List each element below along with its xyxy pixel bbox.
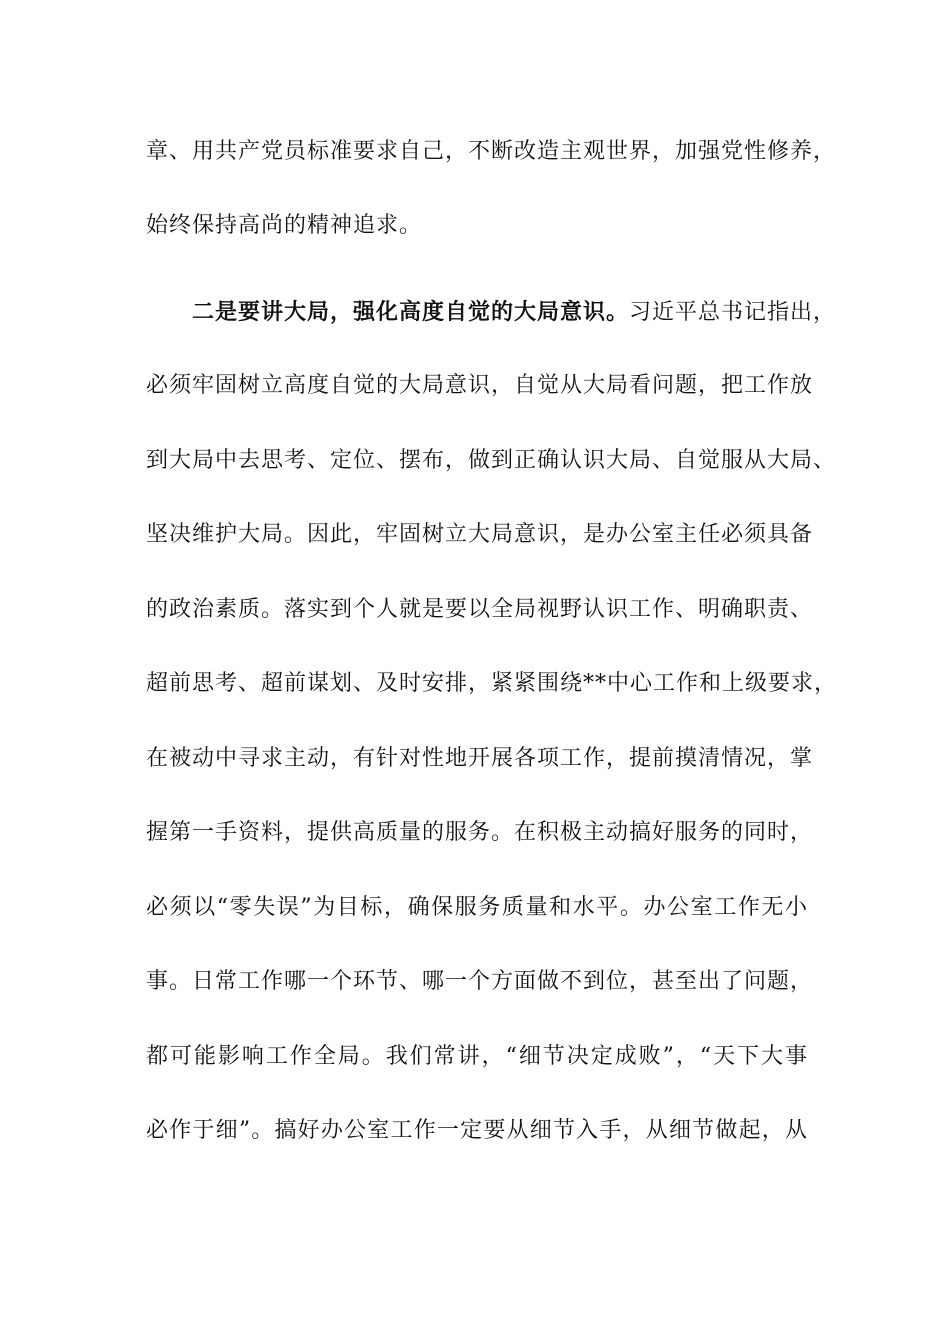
text-line: 章、用共产党员标准要求自己，不断改造主观世界，加强党性修养， [146, 139, 837, 164]
text-line: 始终保持高尚的精神追求。 [146, 213, 423, 238]
text-line: 都可能影响工作全局。我们常讲，“细节决定成败”，“天下大事 [146, 1044, 808, 1069]
text-line: 在被动中寻求主动，有针对性地开展各项工作，提前摸清情况，掌 [146, 746, 814, 771]
text-line: 必作于细”。搞好办公室工作一定要从细节入手，从细节做起，从 [146, 1118, 808, 1143]
text-line: 必须以“零失误”为目标，确保服务质量和水平。办公室工作无小 [146, 895, 808, 920]
text-line: 必须牢固树立高度自觉的大局意识，自觉从大局看问题，把工作放 [146, 373, 814, 398]
paragraph-lead-line [192, 297, 837, 328]
text-line: 超前思考、超前谋划、及时安排，紧紧围绕**中心工作和上级要求， [146, 671, 838, 696]
text-line: 的政治素质。落实到个人就是要以全局视野认识工作、明确职责、 [146, 597, 814, 622]
text-line: 到大局中去思考、定位、摆布，做到正确认识大局、自觉服从大局、 [146, 448, 837, 473]
text-line: 握第一手资料，提供高质量的服务。在积极主动搞好服务的同时， [146, 820, 814, 845]
text-line: 坚决维护大局。因此，牢固树立大局意识，是办公室主任必须具备 [146, 522, 814, 547]
text-line: 事。日常工作哪一个环节、哪一个方面做不到位，甚至出了问题， [146, 969, 814, 994]
paragraph-lead-text: 习近平总书记指出， [629, 300, 837, 325]
paragraph-heading: 二是要讲大局，强化高度自觉的大局意识。 [192, 299, 630, 325]
